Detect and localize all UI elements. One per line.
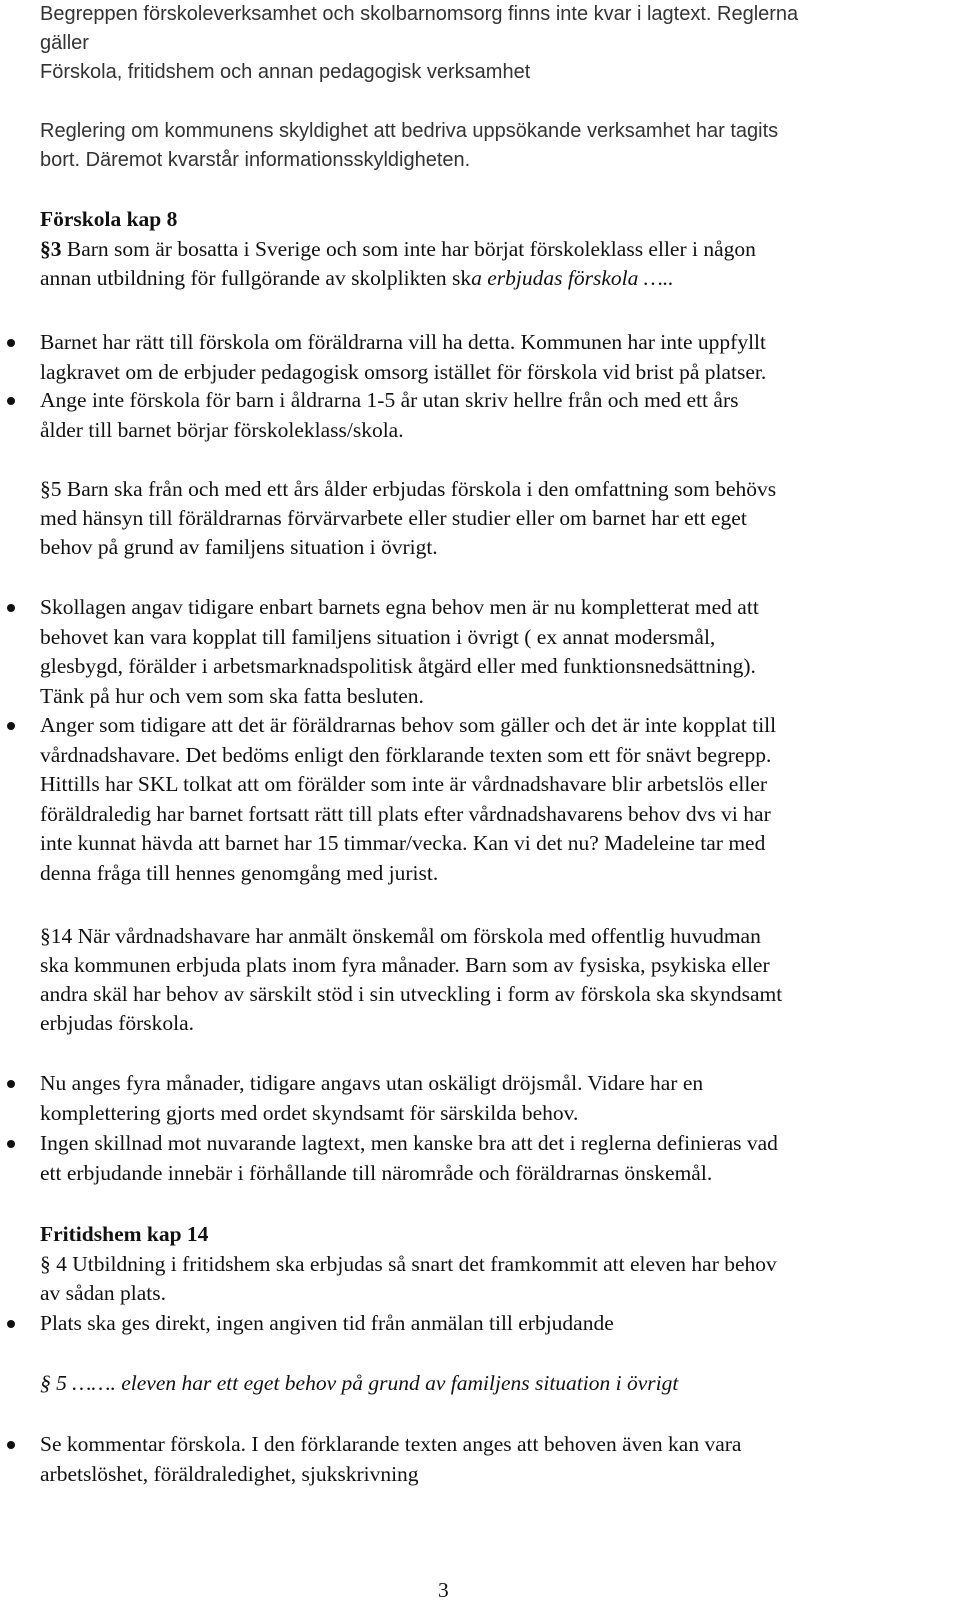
list-item [40,1430,930,1489]
list-item-line: Anger som tidigare att det är föräldrarnas behov som gäller och det är inte kopplat till [40,713,777,737]
fritidshem-paragraph-4-line-2: av sådan plats. [40,1281,166,1305]
list-item-line: Hittills har SKL tolkat att om förälder som inte är vårdnadshavare blir arbetslös eller [40,772,768,796]
list-item [40,386,930,445]
list-item-line: arbetslöshet, föräldraledighet, sjukskrivning [40,1461,419,1486]
list-item-line: vårdnadshavare. Det bedöms enligt den förklarande texten som ett för snävt begrepp. [40,742,772,767]
list-item [40,1309,930,1339]
list-item-line: Nu anges fyra månader, tidigare angavs utan oskäligt dröjsmål. Vidare har en [40,1071,704,1095]
list-item-line: inte kunnat hävda att barnet har 15 timmar/vecka. Kan vi det nu? Madeleine tar med [40,831,766,855]
list-item-line: Ange inte förskola för barn i åldrarna 1-5 år utan skriv hellre från och med ett års [40,388,739,412]
section-heading-forskola: Förskola kap 8 [40,207,178,231]
list-item-line: behovet kan vara kopplat till familjens situation i övrigt ( ex annat modersmål, [40,624,716,649]
list-item-line: komplettering gjorts med ordet skyndsamt för särskilda behov. [40,1100,579,1125]
list-item [40,1069,930,1128]
intro-line-2: gäller [40,32,89,54]
list-item-line: Ingen skillnad mot nuvarande lagtext, men kanske bra att det i reglerna definieras vad [40,1131,778,1155]
fritidshem-paragraph-4-line-1: § 4 Utbildning i fritidshem ska erbjudas så snart det framkommit att eleven har behov [40,1252,777,1276]
list-item [40,1129,930,1188]
paragraph-14-line-3: andra skäl har behov av särskilt stöd i sin utveckling i form av förskola ska skyndsamt [40,982,783,1006]
intro-line-5: bort. Däremot kvarstår informationsskyldigheten. [40,149,471,171]
list-item-line: glesbygd, förälder i arbetsmarknadspolitisk åtgärd eller med funktionsnedsättning). [40,654,756,678]
bullet-icon [4,601,18,615]
bullet-icon [4,1077,18,1091]
section-sign: § [40,237,51,261]
intro-line-3: Förskola, fritidshem och annan pedagogisk verksamhet [40,61,531,83]
list-item [40,328,930,387]
paragraph-14-line-1: §14 När vårdnadshavare har anmält önskemål om förskola med offentlig huvudman [40,924,761,948]
list-item-line: lagkravet om de erbjuder pedagogisk omsorg istället för förskola vid brist på platser. [40,359,767,384]
paragraph-5-line-3: behov på grund av familjens situation i övrigt. [40,535,438,559]
list-item-line: Barnet har rätt till förskola om föräldrarna vill ha detta. Kommunen har inte uppfyllt [40,330,767,354]
page-number: 3 [438,1578,449,1602]
section-heading-fritidshem: Fritidshem kap 14 [40,1222,209,1246]
paragraph-3-line-1: §3 Barn som är bosatta i Sverige och som inte har börjat förskoleklass eller i någon [40,237,756,261]
bullet-icon [4,1438,18,1452]
paragraph-14-line-4: erbjudas förskola. [40,1011,195,1035]
list-item-line: ålder till barnet börjar förskoleklass/skola. [40,417,404,442]
paragraph-14-line-2: ska kommunen erbjuda plats inom fyra månader. Barn som av fysiska, psykiska eller [40,953,770,977]
bullet-icon [4,1317,18,1331]
list-item-line: Tänk på hur och vem som ska fatta besluten. [40,683,424,708]
list-item [40,593,930,711]
list-item-line: Se kommentar förskola. I den förklarande texten anges att behoven även kan vara [40,1432,742,1456]
list-item-line: föräldraledig har barnet fortsatt rätt till plats efter vårdnadshavarens behov dvs vi har [40,801,771,826]
bullet-icon [4,1137,18,1151]
list-item-line: Skollagen angav tidigare enbart barnets egna behov men är nu kompletterat med att [40,595,759,619]
fritidshem-paragraph-5: § 5 ……. eleven har ett eget behov på grund av familjens situation i övrigt [40,1371,679,1395]
bullet-icon [4,719,18,733]
list-item-line: Plats ska ges direkt, ingen angiven tid från anmälan till erbjudande [40,1311,614,1335]
paragraph-3-line-2: annan utbildning för fullgörande av skolplikten ska erbjudas förskola ….. [40,266,674,290]
paragraph-5-line-1: §5 Barn ska från och med ett års ålder erbjudas förskola i den omfattning som behövs [40,477,777,501]
paragraph-5-line-2: med hänsyn till föräldrarnas förvärvarbete eller studier eller om barnet har ett eget [40,506,747,530]
intro-line-1: Begreppen förskoleverksamhet och skolbarnomsorg finns inte kvar i lagtext. Reglerna [40,3,799,25]
list-item-line: denna fråga till hennes genomgång med jurist. [40,860,439,885]
list-item [40,711,930,888]
bullet-icon [4,336,18,350]
bullet-icon [4,394,18,408]
list-item-line: ett erbjudande innebär i förhållande till närområde och föräldrarnas önskemål. [40,1160,713,1185]
intro-line-4: Reglering om kommunens skyldighet att bedriva uppsökande verksamhet har tagits [40,120,779,142]
